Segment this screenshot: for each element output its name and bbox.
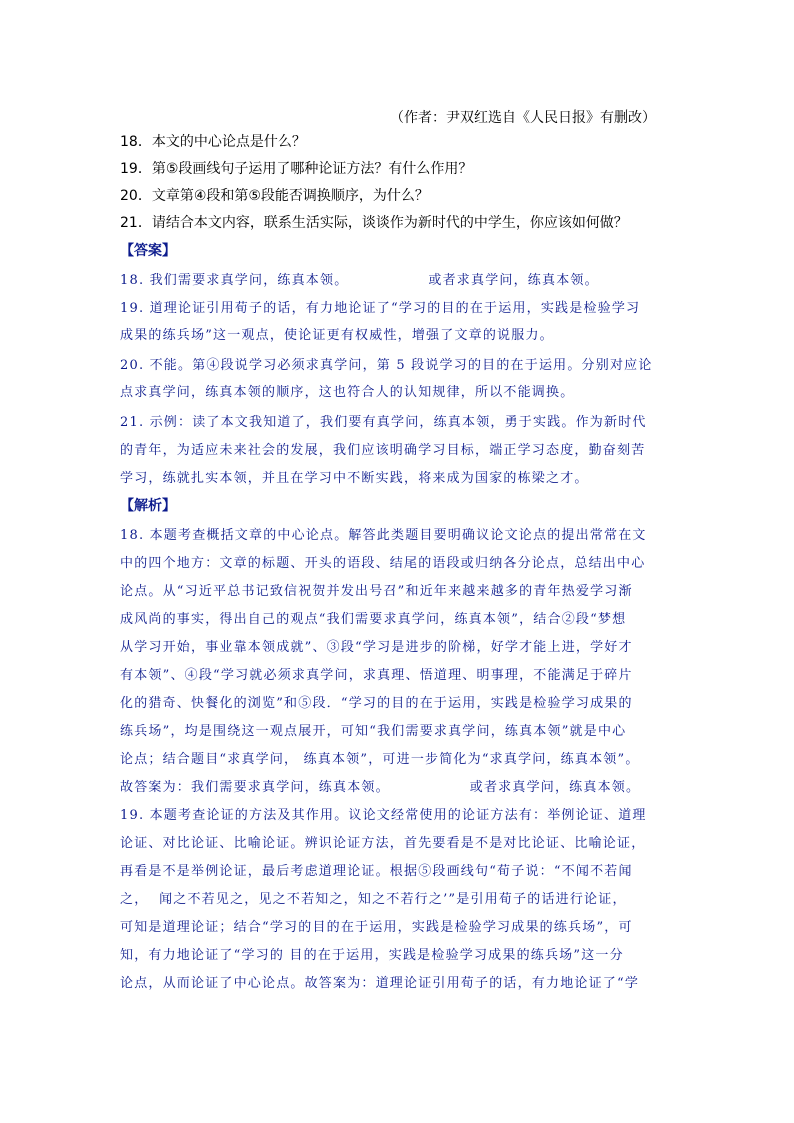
analysis-line: 论证、对比论证、比喻论证。辨识论证方法，首先要看是不是对比论证、比喻论证， (120, 836, 646, 851)
analysis-heading: 【解析】 (120, 498, 176, 514)
analysis-line: 论点；结合题目“求真学问， 练真本领”，可进一步简化为“求真学问，练真本领”。 (120, 752, 640, 767)
analysis-line: 中的四个地方：文章的标题、开头的语段、结尾的语段或归纳各分论点，总结出中心 (120, 556, 646, 571)
analysis-line: 19. 本题考查论证的方法及其作用。议论文经常使用的论证方法有：举例论证、道理 (120, 808, 647, 823)
analysis-line: 练兵场”，均是围绕这一观点展开，可知“我们需要求真学问，练真本领”就是中心 (120, 724, 627, 739)
analysis-line: 18. 本题考查概括文章的中心论点。解答此类题目要明确议论文论点的提出常常在文 (120, 528, 647, 543)
answer-line: 20. 不能。第④段说学习必须求真学问，第 5 段说学习的目的在于运用。分别对应论 (120, 358, 653, 373)
analysis-line: 从学习开始，事业靠本领成就”、③段“学习是进步的阶梯，好学才能上进，学好才 (120, 640, 633, 655)
analysis-line: 之， 闻之不若见之，见之不若知之，知之不若行之’”是引用荀子的话进行论证， (120, 892, 627, 907)
analysis-line: 故答案为：我们需要求真学问，练真本领。 或者求真学问，练真本领。 (120, 780, 641, 795)
answer-line: 点求真学问，练真本领的顺序，这也符合人的认知规律，所以不能调换。 (120, 385, 575, 400)
answer-line: 21. 示例：读了本文我知道了，我们要有真学问，练真本领，勇于实践。作为新时代 (120, 415, 647, 430)
analysis-line: 化的猎奇、快餐化的浏览”和⑤段．“学习的目的在于运用，实践是检验学习成果的 (120, 696, 633, 711)
analysis-line: 论点。从“习近平总书记致信祝贺并发出号召”和近年来越来越多的青年热爱学习渐 (120, 584, 633, 599)
analysis-line: 成风尚的事实，得出自己的观点“我们需要求真学问，练真本领”，结合②段“梦想 (120, 612, 627, 627)
analysis-line: 有本领”、④段“学习就必须求真学问，求真理、悟道理、明事理，不能满足于碎片 (120, 668, 633, 683)
answer-line: 成果的练兵场”这一观点，使论证更有权威性，增强了文章的说服力。 (120, 328, 554, 343)
question-20: 20．文章第④段和第⑤段能否调换顺序，为什么？ (120, 188, 429, 204)
answer-line: 18. 我们需要求真学问，练真本领。 或者求真学问，练真本领。 (120, 273, 599, 288)
answer-line: 19. 道理论证引用荀子的话，有力地论证了“学习的目的在于运用，实践是检验学习 (120, 301, 641, 316)
question-18: 18．本文的中心论点是什么？ (120, 134, 306, 150)
analysis-line: 论点，从而论证了中心论点。故答案为：道理论证引用荀子的话，有力地论证了“学 (120, 976, 640, 991)
analysis-line: 知，有力地论证了“学习的 目的在于运用，实践是检验学习成果的练兵场”这一分 (120, 948, 624, 963)
answer-line: 的青年，为适应未来社会的发展，我们应该明确学习目标，端正学习态度，勤奋刻苦 (120, 443, 646, 458)
analysis-line: 再看是不是举例论证，最后考虑道理论证。根据⑤段画线句“荀子说：“不闻不若闻 (120, 864, 633, 879)
question-19: 19．第⑤段画线句子运用了哪种论证方法？有什么作用？ (120, 161, 473, 177)
author-line: （作者：尹双红选自《人民日报》有删改） (390, 110, 656, 126)
analysis-line: 可知是道理论证；结合“学习的目的在于运用，实践是检验学习成果的练兵场”，可 (120, 920, 633, 935)
question-21: 21．请结合本文内容，联系生活实际，谈谈作为新时代的中学生，你应该如何做？ (120, 215, 628, 231)
answer-heading: 【答案】 (120, 243, 176, 259)
answer-line: 学习，练就扎实本领，并且在学习中不断实践，将来成为国家的栋梁之才。 (120, 471, 589, 486)
